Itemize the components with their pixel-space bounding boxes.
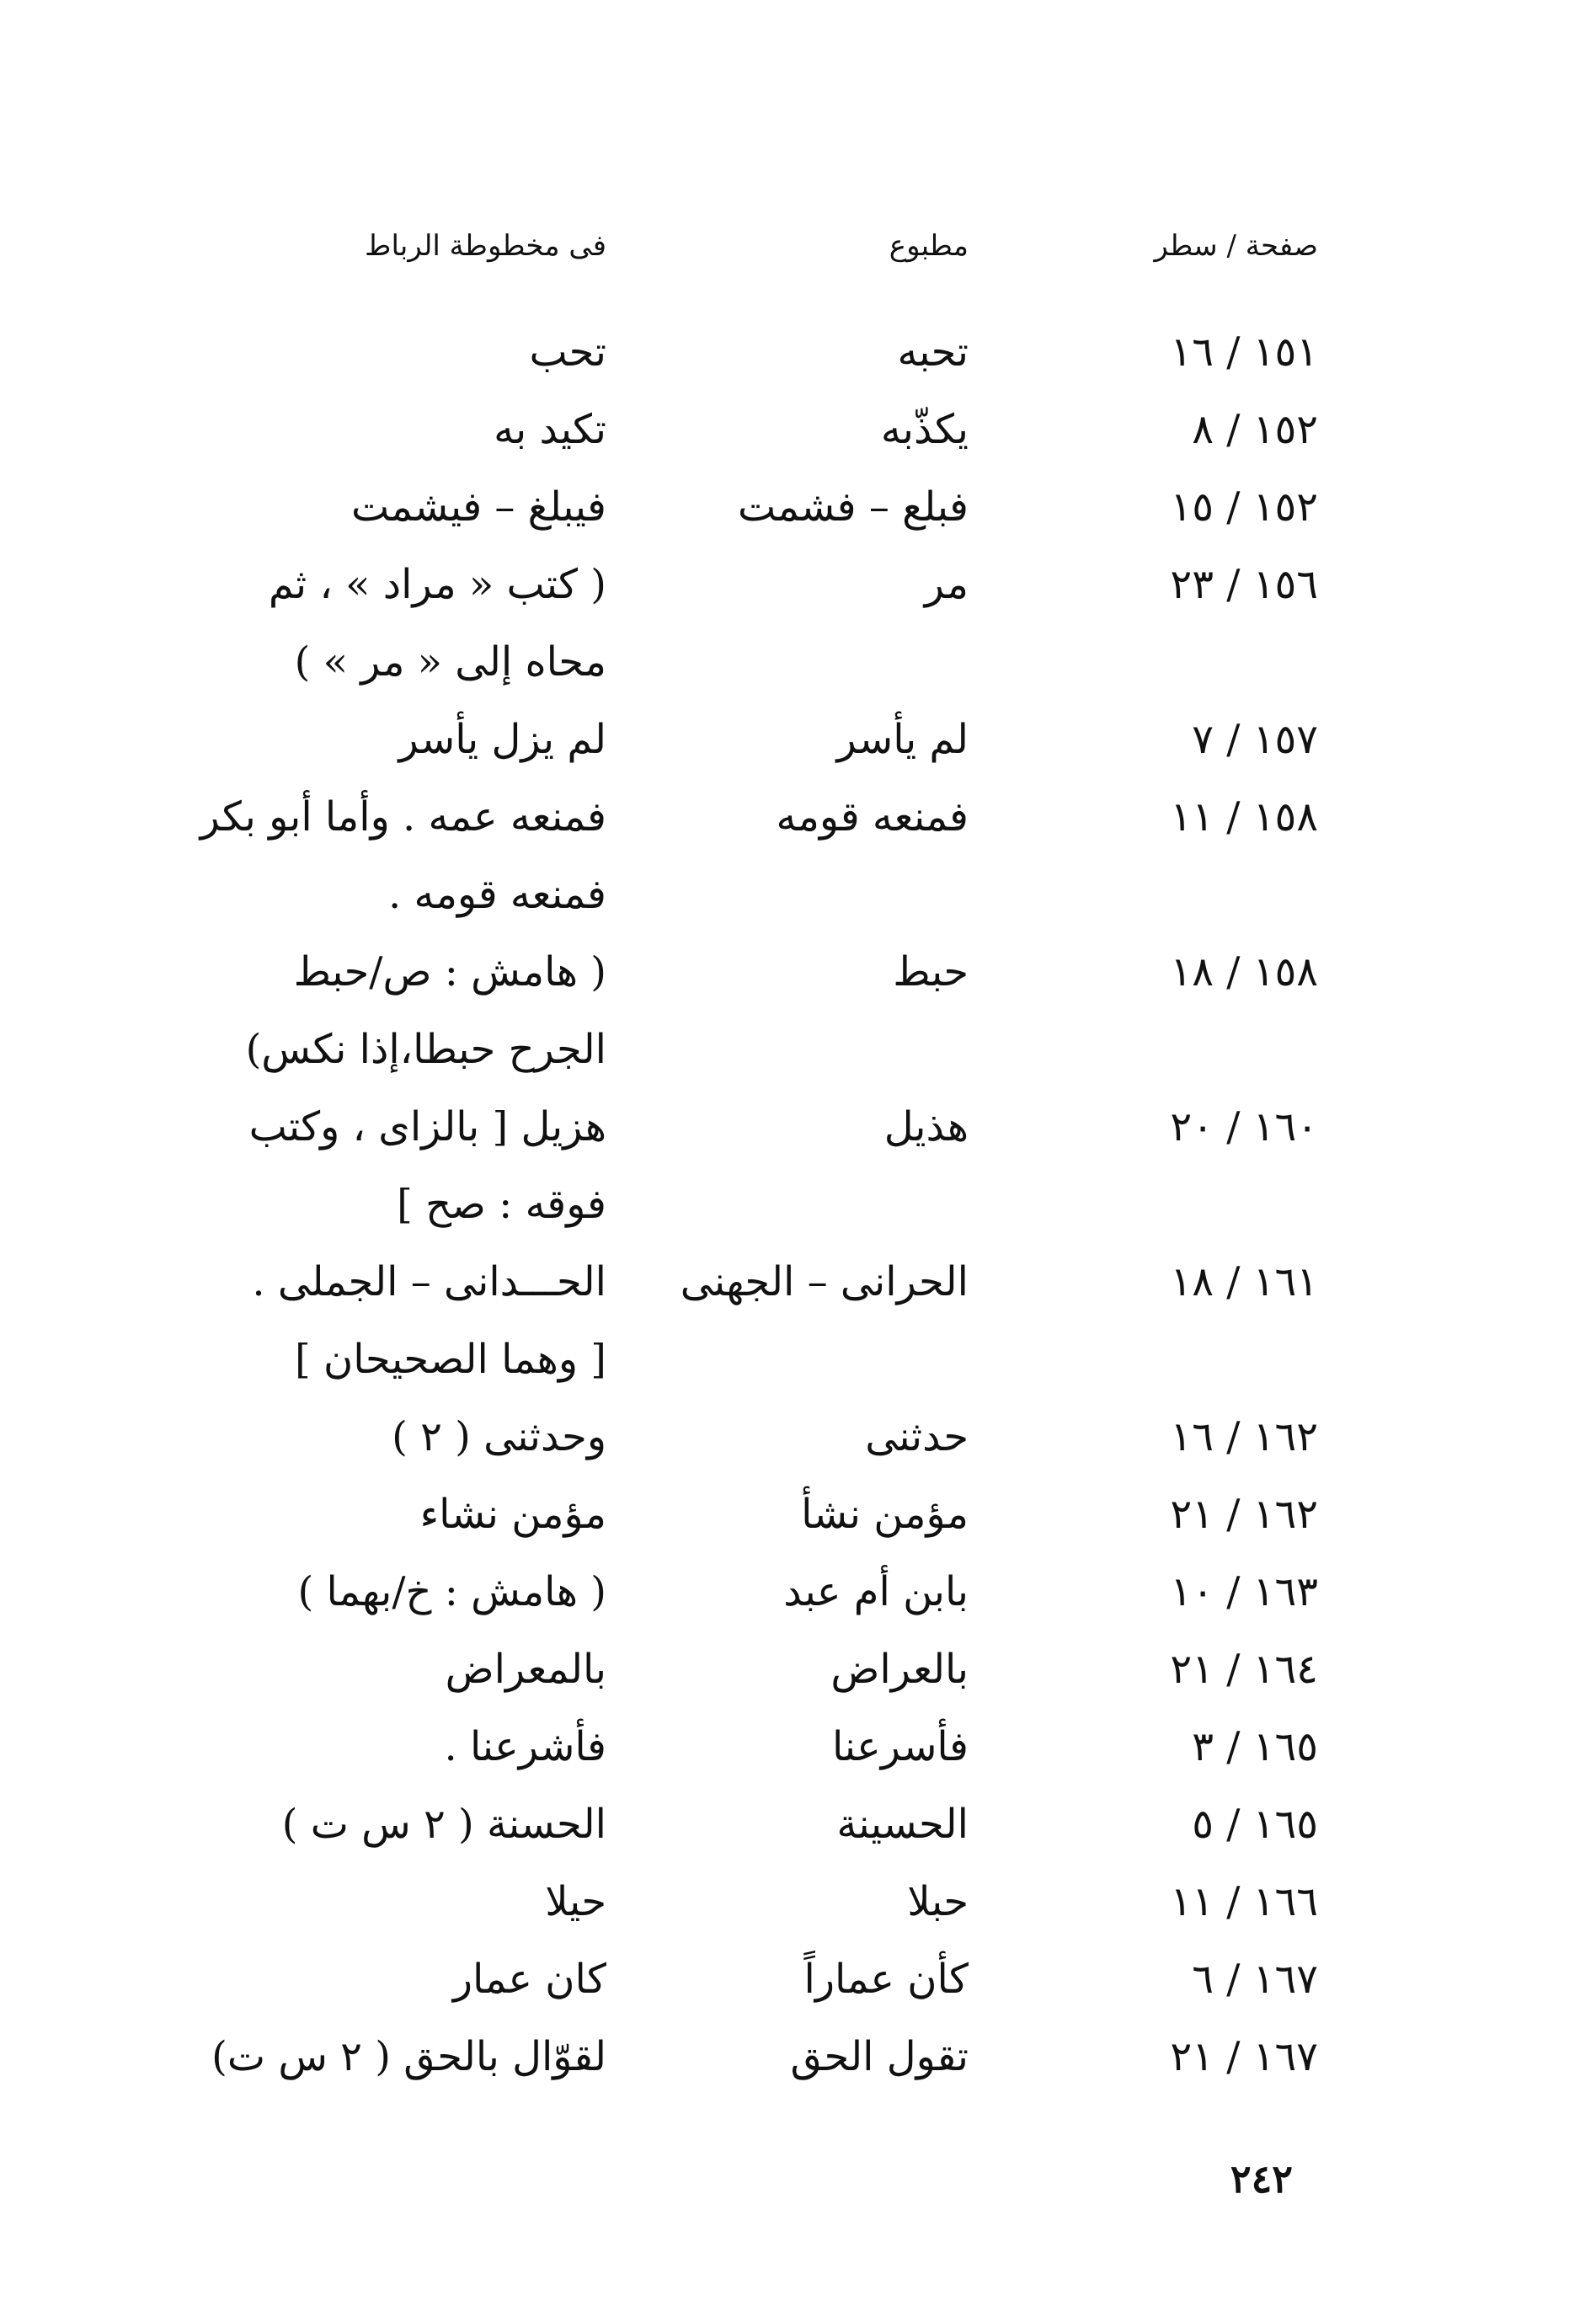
table-row xyxy=(0,933,1596,1088)
manuscript-line: هزيل [ بالزاى ، وكتب xyxy=(248,1103,606,1150)
cell-manuscript xyxy=(211,1088,606,1243)
cell-ref: ١٦٥ / ٥ xyxy=(1192,1801,1318,1848)
table-row xyxy=(0,1631,1596,1708)
cell-ref: ١٥٢ / ٨ xyxy=(1192,406,1318,453)
errata-table xyxy=(0,313,1596,2095)
manuscript-line: فوقه : صح ] xyxy=(397,1181,606,1228)
manuscript-line: محاه إلى « مر » ) xyxy=(294,638,606,686)
manuscript-line: تحب xyxy=(529,328,606,376)
cell-ref: ١٥٧ / ٧ xyxy=(1192,716,1318,763)
table-row xyxy=(0,778,1596,933)
cell-manuscript xyxy=(211,2018,606,2095)
cell-printed: تحبه xyxy=(897,328,969,376)
cell-ref: ١٦٧ / ٢١ xyxy=(1170,2033,1318,2080)
table-row xyxy=(0,1553,1596,1631)
table-row xyxy=(0,468,1596,546)
cell-printed: فبلع – فشمت xyxy=(737,483,969,531)
manuscript-line: الجرح حبطا،إذا نكس) xyxy=(245,1026,606,1073)
cell-ref: ١٥٦ / ٢٣ xyxy=(1170,561,1318,608)
cell-manuscript xyxy=(211,1863,606,1940)
cell-printed: بابن أم عبد xyxy=(783,1568,969,1615)
cell-manuscript xyxy=(211,391,606,468)
cell-manuscript xyxy=(211,1553,606,1631)
table-row xyxy=(0,1476,1596,1553)
cell-ref: ١٥٨ / ١١ xyxy=(1170,793,1318,841)
manuscript-line: وحدثنى ( ٢ ) xyxy=(392,1413,606,1460)
manuscript-line: [ وهما الصحيحان ] xyxy=(294,1336,606,1383)
manuscript-line: الحـــدانى – الجملى . xyxy=(252,1258,606,1305)
manuscript-line: لم يزل يأسر xyxy=(398,716,606,763)
table-row xyxy=(0,1940,1596,2018)
table-row xyxy=(0,1088,1596,1243)
cell-manuscript xyxy=(211,1398,606,1476)
cell-ref: ١٥٢ / ١٥ xyxy=(1170,483,1318,531)
cell-ref: ١٥١ / ١٦ xyxy=(1170,328,1318,376)
cell-ref: ١٦١ / ١٨ xyxy=(1170,1258,1318,1305)
cell-printed: الحرانى – الجهنى xyxy=(680,1258,969,1305)
cell-manuscript xyxy=(211,701,606,778)
cell-manuscript xyxy=(211,1243,606,1398)
table-row xyxy=(0,1398,1596,1476)
manuscript-line: ( هامش : خ/بهما ) xyxy=(297,1568,606,1615)
cell-manuscript xyxy=(211,933,606,1088)
cell-manuscript xyxy=(211,1476,606,1553)
cell-manuscript xyxy=(211,1631,606,1708)
manuscript-line: فمنعه قومه . xyxy=(387,871,606,918)
cell-printed: فأسرعنا xyxy=(831,1723,969,1770)
manuscript-line: فمنعه عمه . وأما أبو بكر xyxy=(200,793,606,841)
cell-ref: ١٦٣ / ١٠ xyxy=(1170,1568,1318,1615)
cell-ref: ١٦٤ / ٢١ xyxy=(1170,1646,1318,1693)
cell-printed: تقول الحق xyxy=(790,2033,969,2080)
manuscript-line: مؤمن نشاء xyxy=(419,1491,606,1538)
manuscript-line: حيلا xyxy=(545,1878,606,1925)
cell-printed: الحسينة xyxy=(836,1801,969,1848)
table-row xyxy=(0,546,1596,701)
table-row xyxy=(0,313,1596,391)
manuscript-line: ( كتب « مراد » ، ثم xyxy=(268,561,606,608)
cell-ref: ١٥٨ / ١٨ xyxy=(1170,948,1318,996)
cell-printed: حبلا xyxy=(907,1878,969,1925)
table-header xyxy=(0,229,1596,280)
cell-ref: ١٦٢ / ٢١ xyxy=(1170,1491,1318,1538)
cell-printed: يكذّبه xyxy=(880,406,969,453)
cell-printed: فمنعه قومه xyxy=(776,793,969,841)
manuscript-line: كان عمار xyxy=(452,1956,606,2003)
cell-printed: حدثنى xyxy=(865,1413,969,1460)
cell-printed: حبط xyxy=(893,948,969,996)
header-printed: مطبوع xyxy=(889,229,969,263)
cell-ref: ١٦٢ / ١٦ xyxy=(1170,1413,1318,1460)
header-manuscript: فى مخطوطة الرباط xyxy=(365,229,606,263)
cell-manuscript xyxy=(211,546,606,701)
cell-printed: مر xyxy=(924,561,969,608)
cell-ref: ١٦٧ / ٦ xyxy=(1192,1956,1318,2003)
cell-ref: ١٦٠ / ٢٠ xyxy=(1170,1103,1318,1150)
table-row xyxy=(0,1863,1596,1940)
cell-manuscript xyxy=(211,1940,606,2018)
table-row xyxy=(0,2018,1596,2095)
table-row xyxy=(0,391,1596,468)
manuscript-line: بالمعراض xyxy=(445,1646,606,1693)
cell-manuscript xyxy=(211,313,606,391)
manuscript-line: فأشرعنا . xyxy=(444,1723,606,1770)
table-row xyxy=(0,1786,1596,1863)
cell-manuscript xyxy=(211,1786,606,1863)
manuscript-line: فيبلغ – فيشمت xyxy=(351,483,606,531)
manuscript-line: الحسنة ( ٢ س ت ) xyxy=(281,1801,606,1848)
cell-printed: مؤمن نشأ xyxy=(801,1491,969,1538)
cell-ref: ١٦٥ / ٣ xyxy=(1192,1723,1318,1770)
cell-printed: كأن عماراً xyxy=(803,1956,969,2003)
cell-printed: لم يأسر xyxy=(836,716,969,763)
cell-manuscript xyxy=(211,468,606,546)
cell-manuscript xyxy=(200,778,606,933)
header-ref: صفحة / سطر xyxy=(1154,229,1318,263)
manuscript-line: لقوّال بالحق ( ٢ س ت) xyxy=(211,2033,606,2080)
manuscript-line: تكيد به xyxy=(494,406,606,453)
cell-printed: بالعراض xyxy=(830,1646,969,1693)
cell-ref: ١٦٦ / ١١ xyxy=(1170,1878,1318,1925)
page-number: ٢٤٢ xyxy=(1230,2156,1293,2202)
cell-printed: هذيل xyxy=(883,1103,969,1150)
manuscript-line: ( هامش : ص/حبط xyxy=(293,948,606,996)
cell-manuscript xyxy=(211,1708,606,1786)
table-row xyxy=(0,1243,1596,1398)
table-row xyxy=(0,701,1596,778)
table-row xyxy=(0,1708,1596,1786)
